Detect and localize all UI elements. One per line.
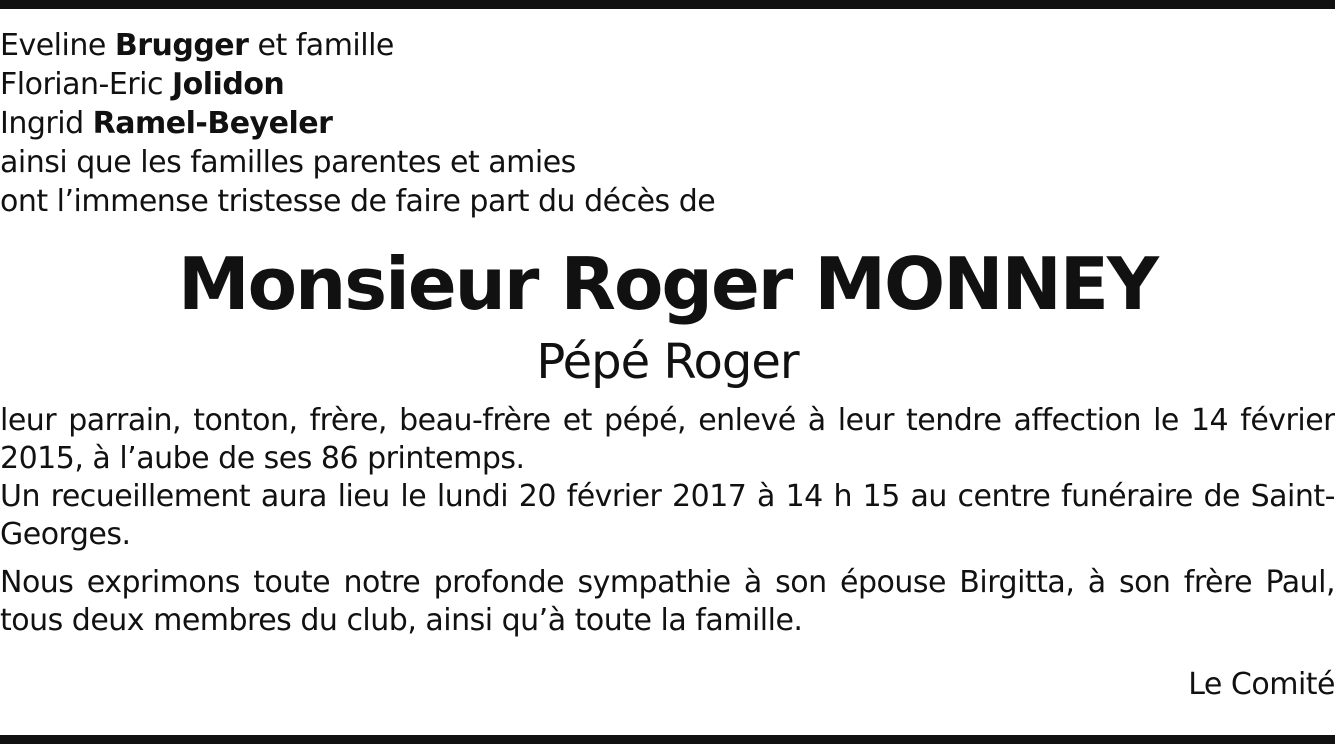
first-name: Eveline <box>0 28 115 63</box>
signature: Le Comité <box>1188 667 1335 702</box>
family-suffix: et famille <box>248 28 394 63</box>
bottom-border-rule <box>0 735 1335 744</box>
sympathy-paragraph: Nous exprimons toute notre profonde sympathie à son épouse Birgitta, à son frère Paul, tous deux membres du club, ainsi qu’à toute la famille. <box>0 565 1335 638</box>
relatives-line: ainsi que les familles parentes et amies <box>0 145 576 180</box>
last-name: Ramel-Beyeler <box>92 106 333 141</box>
ceremony-paragraph: Un recueillement aura lieu le lundi 20 février 2017 à 14 h 15 au centre funéraire de Saint-Georges. <box>0 479 1335 552</box>
first-name: Ingrid <box>0 106 93 141</box>
top-border-rule <box>0 0 1335 9</box>
deceased-nickname: Pépé Roger <box>536 334 799 390</box>
relationship-paragraph: leur parrain, tonton, frère, beau-frère et pépé, enlevé à leur tendre affection le 14 février 2015, à l’aube de ses 86 printemps. <box>0 403 1335 476</box>
obituary-notice <box>0 26 1335 704</box>
last-name: Brugger <box>114 28 249 63</box>
announcement-line: ont l’immense tristesse de faire part du décès de <box>0 184 716 219</box>
family-line-jolidon <box>0 65 1335 104</box>
first-name: Florian-Eric <box>0 67 172 102</box>
last-name: Jolidon <box>172 67 285 102</box>
family-line-brugger <box>0 26 1335 65</box>
family-line-ramel-beyeler <box>0 104 1335 143</box>
deceased-name: Monsieur Roger MONNEY <box>177 242 1158 326</box>
